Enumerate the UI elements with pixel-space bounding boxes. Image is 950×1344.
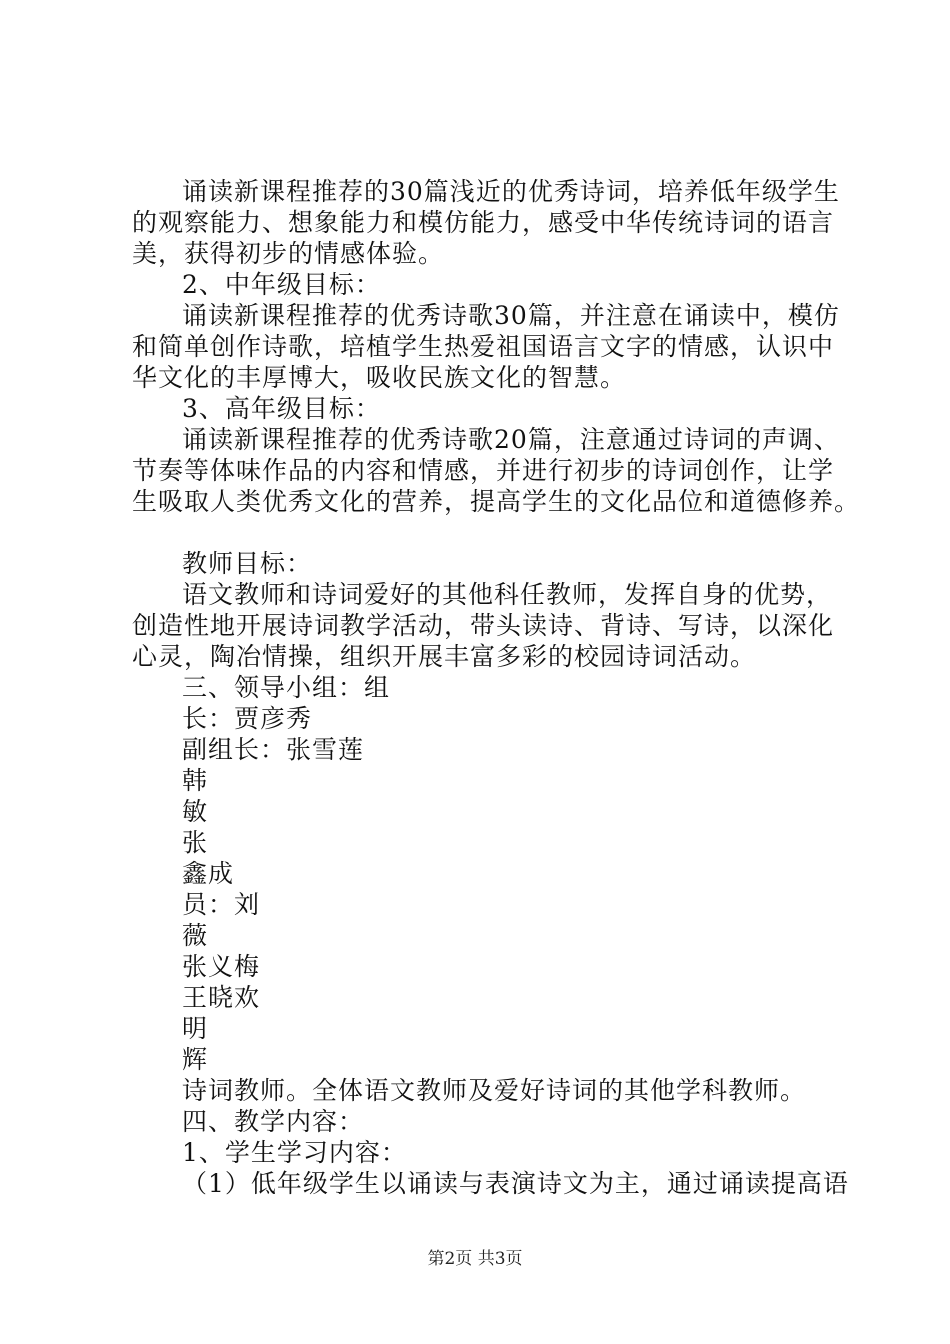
member-line: 明 [182,1014,209,1043]
paragraph-line: 创造性地开展诗词教学活动，带头读诗、背诗、写诗，以深化 [132,611,835,640]
member-line: 敏 [182,797,209,826]
page-number-footer: 第2页 共3页 [427,1249,523,1269]
member-line: 韩 [182,766,209,795]
section-heading: 教师目标： [182,549,313,578]
member-line: 鑫成 [182,859,235,888]
document-body [132,176,861,1199]
paragraph-line: 和简单创作诗歌，培植学生热爱祖国语言文字的情感，认识中 [132,332,835,361]
section-heading: 2、中年级目标： [182,270,381,299]
member-line: 长：贾彦秀 [182,704,313,733]
member-line: 辉 [182,1045,209,1074]
section-heading: 四、教学内容： [182,1107,365,1136]
section-heading: 1、学生学习内容： [182,1138,407,1167]
paragraph-line: 诵读新课程推荐的30篇浅近的优秀诗词，培养低年级学生 [182,177,840,206]
paragraph-line: 华文化的丰厚博大，吸收民族文化的智慧。 [132,363,627,392]
paragraph-line: （1）低年级学生以诵读与表演诗文为主，通过诵读提高语 [182,1169,849,1198]
member-line: 员：刘 [182,890,261,919]
paragraph-line: 诵读新课程推荐的优秀诗歌20篇，注意通过诗词的声调、 [182,425,840,454]
member-line: 副组长：张雪莲 [182,735,365,764]
paragraph-line: 的观察能力、想象能力和模仿能力，感受中华传统诗词的语言 [132,208,835,237]
paragraph-line: 心灵，陶冶情操，组织开展丰富多彩的校园诗词活动。 [132,642,757,671]
paragraph-line: 诗词教师。全体语文教师及爱好诗词的其他学科教师。 [182,1076,807,1105]
member-line: 王晓欢 [182,983,261,1012]
section-heading: 3、高年级目标： [182,394,381,423]
paragraph-line: 诵读新课程推荐的优秀诗歌30篇，并注意在诵读中，模仿 [182,301,840,330]
member-line: 张 [182,828,209,857]
member-line: 张义梅 [182,952,261,981]
paragraph-line: 生吸取人类优秀文化的营养，提高学生的文化品位和道德修养。 [132,487,861,516]
paragraph-line: 节奏等体味作品的内容和情感，并进行初步的诗词创作，让学 [132,456,835,485]
paragraph-line: 语文教师和诗词爱好的其他科任教师，发挥自身的优势， [182,580,833,609]
paragraph-gap [132,517,842,548]
member-line: 薇 [182,921,209,950]
section-heading: 三、领导小组：组 [182,673,391,702]
paragraph-line: 美，获得初步的情感体验。 [132,239,445,268]
